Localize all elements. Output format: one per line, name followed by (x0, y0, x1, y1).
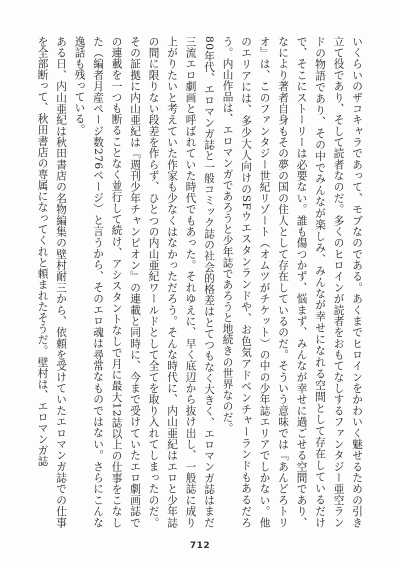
vertical-body-text (32, 36, 366, 528)
paragraph-1: いくらいのザコキャラであって、モブなのである。あくまでヒロインをかわいく魅せるための引き立て役であり、そして読者なのだ。多くのヒロインが読者をおもてなしするファンタジー亜空ランドの物語であり、その中でみんなが楽しみ、みんなが幸せになれる空間として存在しているだけで、そこにストーリーは必要ない。誰も傷つかず、悩まず、みんなが幸せに過ごせる空間であり、なにより著者自身もその夢の国の住人として存在しているのだ。そういう意味では『あんどろトリオ』は、このファンタジー世紀リゾート（オムツがチケット）の中の少年誌エリアでしかない。他のエリアには、多少大人向けのSFウエスタンランドや、お色気アドベンチャーランドもあるだろう。内山作品は、エロマンガであろうと少年誌であろうと地続きの世界なのだ。 (221, 36, 363, 528)
paragraph-3: ある日、内山亜紀は秋田書店の名物編集の壁村耐三から、依頼を受けていたエロマンガ誌での仕事を全部断って、秋田書店の専属になってくれと頼まれたそうだ。壁村は、エロマンガ誌 (36, 36, 67, 528)
page-number: 712 (189, 541, 211, 551)
paragraph-2: 80年代、エロマンガ誌と一般コミック誌の社会的格差はとてつもなく大きく、エロマンガ誌はまだ三流エロ劇画と呼ばれていた時代でもあった。それゆえに、早く底辺から抜け出し、一般誌に成り上がりたいと考えていた作家も少なくはなかっただろう。そんな時代に、内山亜紀はエロと少年誌の間に限りない段差を作らず、ひとつの内山亜紀ワールドとして全てを取り入れてしまったのだ。その証拠に内山亜紀は『週刊少年チャンピオン』の連載と同時に、今まで受けていたエロ劇画誌での連載を一つも断ることなく並行して続け、アシスタントなしで月に最大12誌以上の仕事をこなした（編者月産ページ数276ページ）と言うから、そのエロ魂は尋常なものではない。さらにこんな逸話も残っている。 (73, 36, 215, 528)
